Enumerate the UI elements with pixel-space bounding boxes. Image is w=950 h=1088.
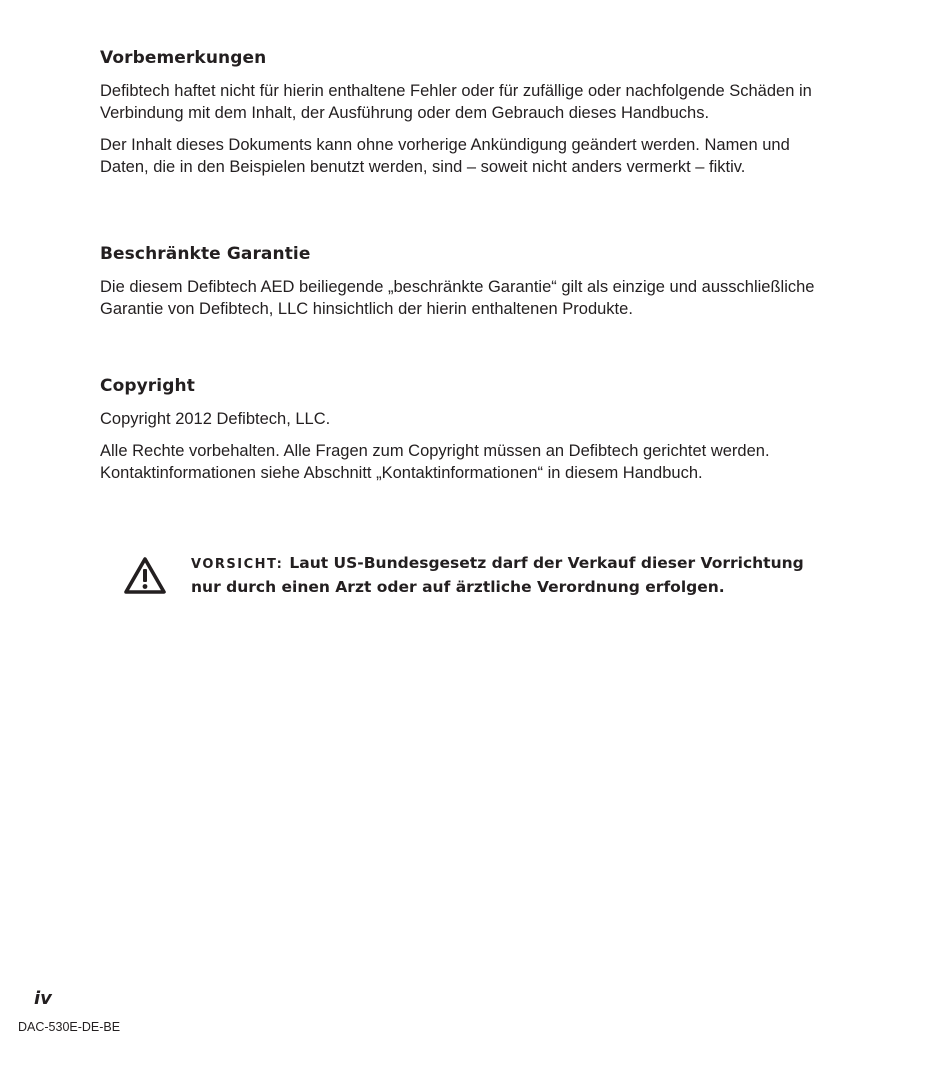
caution-message: Laut US-Bundesgesetz darf der Verkauf dieser Vorrichtung nur durch einen Arzt oder auf ärztliche Verordnung erfolgen. bbox=[191, 554, 804, 596]
caution-label: VORSICHT: bbox=[191, 557, 284, 572]
section-heading: Copyright bbox=[100, 376, 195, 396]
caution-text bbox=[191, 552, 824, 598]
paragraph: Defibtech haftet nicht für hierin enthaltene Fehler oder für zufällige oder nachfolgende Schäden in Verbindung mit dem Inhalt, der Ausführung oder dem Gebrauch dieses Handbuchs. bbox=[100, 82, 812, 122]
page-content bbox=[100, 48, 830, 494]
document-code: DAC-530E-DE-BE bbox=[18, 1020, 121, 1034]
section-beschraenkte-garantie bbox=[100, 244, 830, 320]
caution-notice bbox=[124, 552, 824, 598]
paragraph: Die diesem Defibtech AED beiliegende „beschränkte Garantie“ gilt als einzige und ausschließliche Garantie von Defibtech, LLC hinsichtlich der hierin enthaltenen Produkte. bbox=[100, 278, 815, 318]
section-copyright bbox=[100, 376, 830, 484]
section-heading: Beschränkte Garantie bbox=[100, 244, 311, 264]
paragraph: Copyright 2012 Defibtech, LLC. bbox=[100, 410, 331, 428]
section-heading: Vorbemerkungen bbox=[100, 48, 267, 68]
paragraph: Der Inhalt dieses Dokuments kann ohne vorherige Ankündigung geändert werden. Namen und Daten, die in den Beispielen benutzt werden, sind – soweit nicht anders vermerkt – fiktiv. bbox=[100, 136, 790, 176]
page-number: iv bbox=[34, 988, 52, 1009]
warning-triangle-icon bbox=[124, 556, 166, 598]
section-vorbemerkungen bbox=[100, 48, 830, 178]
paragraph: Alle Rechte vorbehalten. Alle Fragen zum Copyright müssen an Defibtech gerichtet werden. Kontaktinformationen siehe Abschnitt „Kontaktinformationen“ in diesem Handbuch. bbox=[100, 442, 770, 482]
